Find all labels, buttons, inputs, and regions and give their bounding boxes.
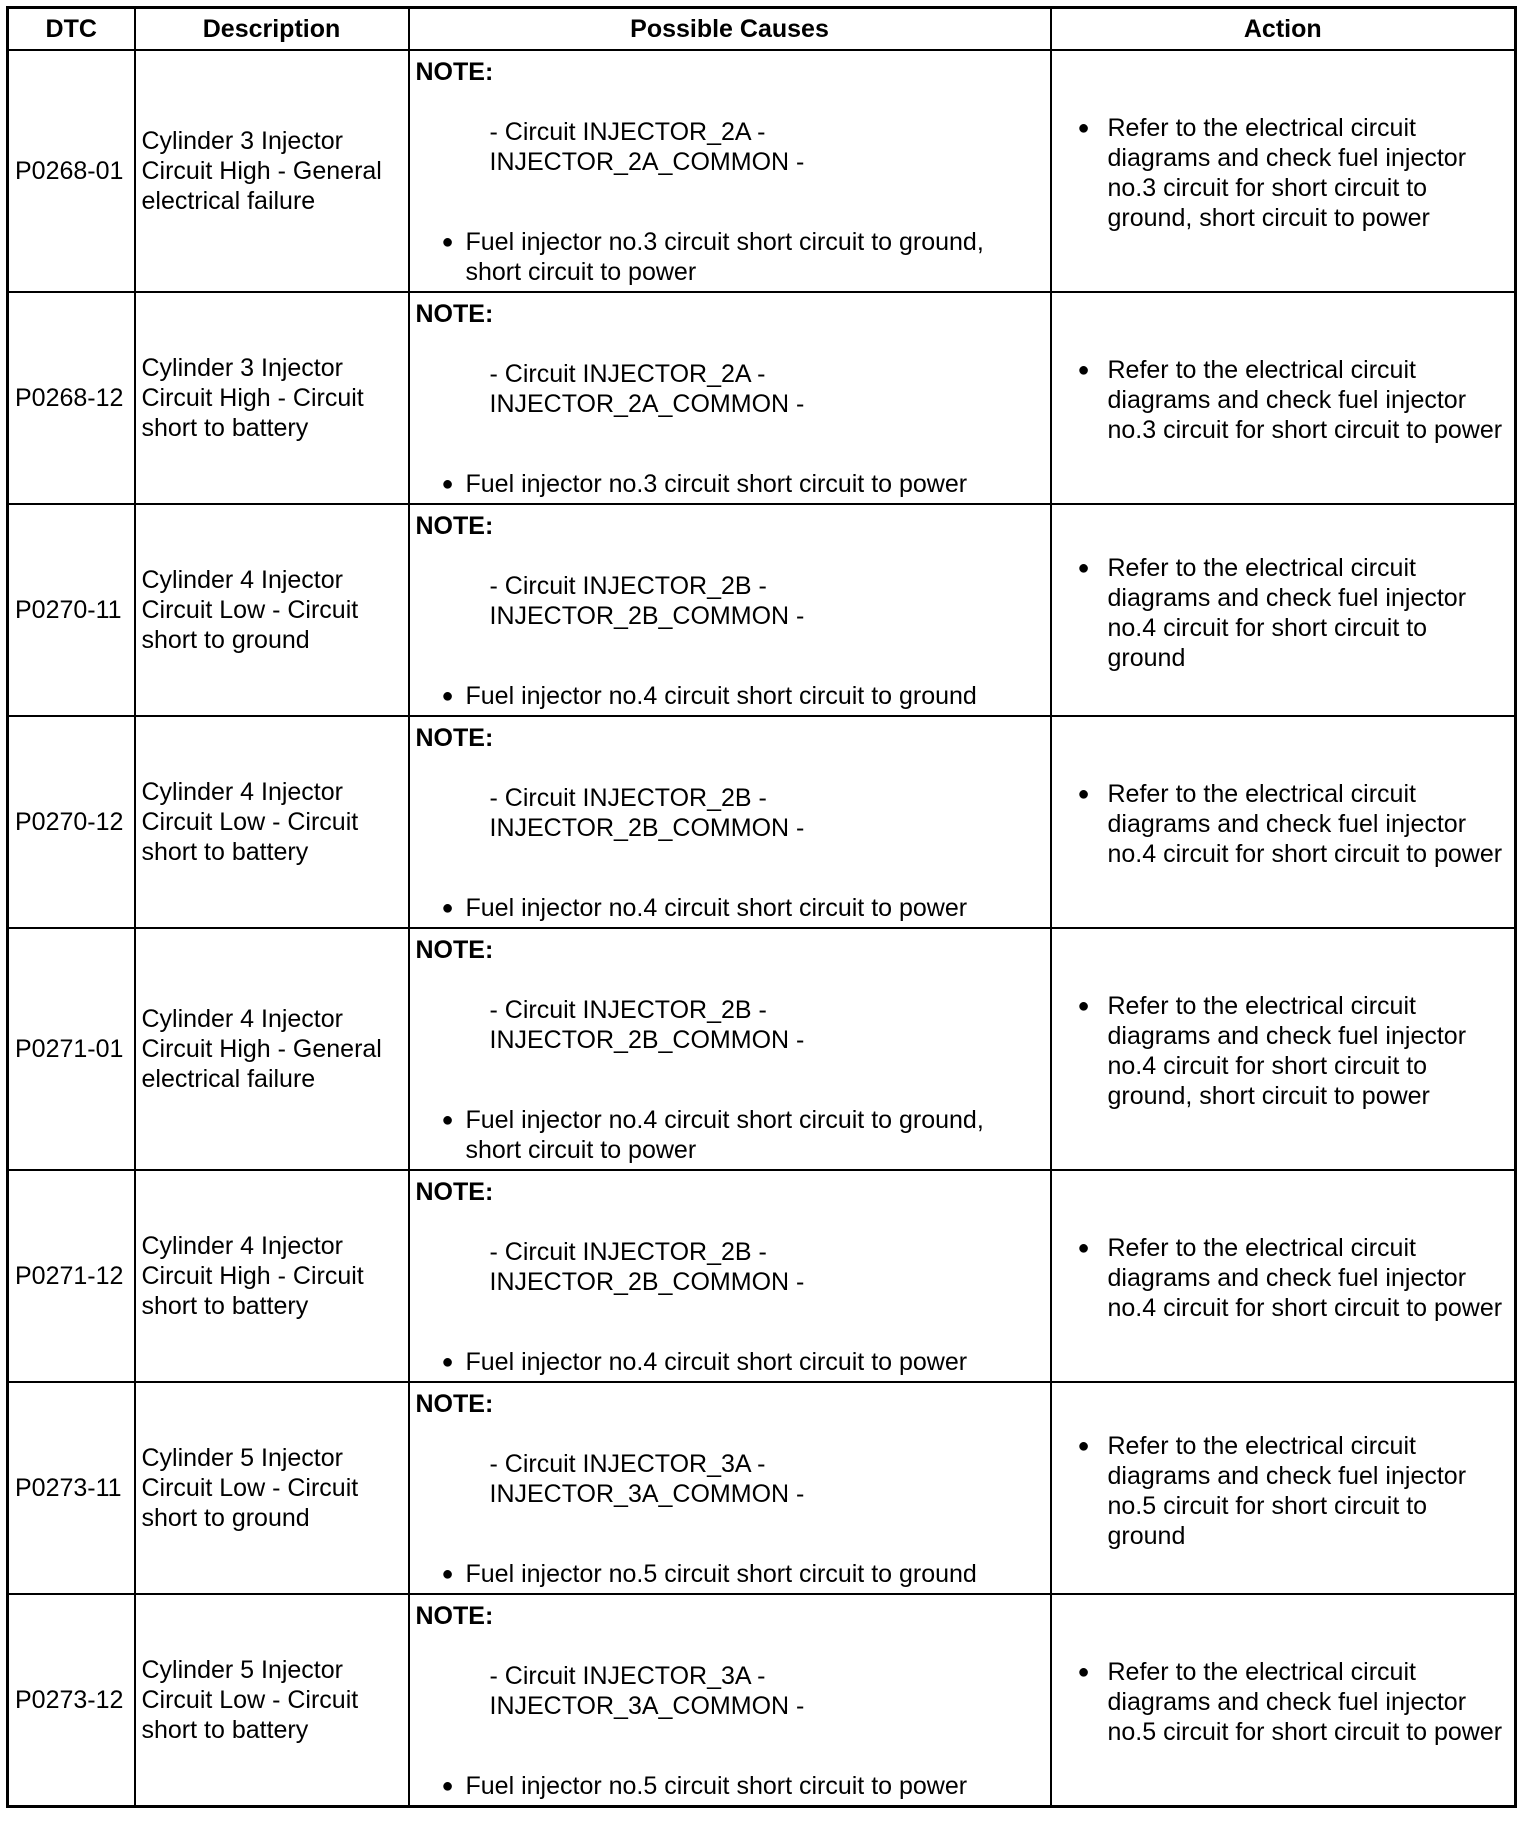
dtc-description: Cylinder 4 Injector Circuit High - General electrical failure [135, 928, 409, 1170]
circuit-line-1: - Circuit INJECTOR_2A - [489, 360, 766, 388]
circuit-line-2: INJECTOR_2B_COMMON - [489, 602, 805, 630]
note-label: NOTE: [415, 724, 494, 752]
cause-list-item [434, 681, 1042, 711]
circuit-line-2: INJECTOR_2B_COMMON - [489, 1026, 805, 1054]
dtc-description: Cylinder 4 Injector Circuit Low - Circuit short to battery [135, 716, 409, 928]
note-label: NOTE: [415, 300, 494, 328]
action-list-item [1052, 1233, 1515, 1323]
circuit-line-1: - Circuit INJECTOR_2B - [489, 572, 767, 600]
table-row [8, 1594, 1516, 1806]
action-text: Refer to the electrical circuit diagrams and check fuel injector no.5 circuit for short circuit to power [1107, 1658, 1503, 1746]
bullet-icon: ● [1077, 1435, 1090, 1457]
circuit-line-1: - Circuit INJECTOR_2B - [489, 1238, 767, 1266]
cause-text: Fuel injector no.4 circuit short circuit to ground, short circuit to power [465, 1106, 984, 1164]
circuit-line-2: INJECTOR_2B_COMMON - [489, 814, 805, 842]
bullet-icon: ● [441, 897, 454, 919]
possible-causes-cell [409, 1170, 1051, 1382]
action-cell [1051, 504, 1516, 716]
action-text: Refer to the electrical circuit diagrams and check fuel injector no.4 circuit for short circuit to ground [1107, 554, 1467, 672]
bullet-icon: ● [1077, 1661, 1090, 1683]
possible-causes-cell [409, 716, 1051, 928]
possible-causes-cell [409, 504, 1051, 716]
bullet-icon: ● [441, 1109, 454, 1131]
dtc-description: Cylinder 3 Injector Circuit High - Circuit short to battery [135, 292, 409, 504]
circuit-info [410, 1661, 1050, 1721]
dtc-code: P0270-12 [8, 716, 135, 928]
circuit-line-1: - Circuit INJECTOR_3A - [489, 1450, 766, 1478]
table-row [8, 716, 1516, 928]
action-cell [1051, 50, 1516, 292]
circuit-line-2: INJECTOR_3A_COMMON - [489, 1480, 805, 1508]
table-body [8, 50, 1516, 1806]
bullet-icon: ● [1077, 557, 1090, 579]
table-row [8, 1170, 1516, 1382]
action-cell [1051, 1594, 1516, 1806]
circuit-info [410, 1449, 1050, 1509]
action-list-item [1052, 1431, 1515, 1551]
cause-list-item [434, 1105, 1042, 1165]
note-label: NOTE: [415, 1602, 494, 1630]
dtc-table [6, 6, 1517, 1808]
dtc-description: Cylinder 5 Injector Circuit Low - Circuit short to battery [135, 1594, 409, 1806]
dtc-code: P0268-01 [8, 50, 135, 292]
dtc-code: P0273-11 [8, 1382, 135, 1594]
circuit-info [410, 995, 1050, 1055]
circuit-line-1: - Circuit INJECTOR_3A - [489, 1662, 766, 1690]
bullet-icon: ● [441, 1563, 454, 1585]
dtc-code: P0268-12 [8, 292, 135, 504]
note-label: NOTE: [415, 1390, 494, 1418]
table-row [8, 928, 1516, 1170]
header-action: Action [1051, 8, 1516, 51]
bullet-icon: ● [1077, 783, 1090, 805]
bullet-icon: ● [441, 473, 454, 495]
circuit-line-1: - Circuit INJECTOR_2B - [489, 784, 767, 812]
table-row [8, 1382, 1516, 1594]
cause-text: Fuel injector no.5 circuit short circuit to ground [465, 1560, 977, 1588]
possible-causes-cell [409, 50, 1051, 292]
cause-text: Fuel injector no.3 circuit short circuit to ground, short circuit to power [465, 228, 984, 286]
action-list-item [1052, 553, 1515, 673]
dtc-code: P0273-12 [8, 1594, 135, 1806]
table-header [8, 8, 1516, 51]
action-list-item [1052, 991, 1515, 1111]
header-possible-causes: Possible Causes [409, 8, 1051, 51]
action-cell [1051, 292, 1516, 504]
action-text: Refer to the electrical circuit diagrams and check fuel injector no.5 circuit for short circuit to ground [1107, 1432, 1467, 1550]
circuit-info [410, 359, 1050, 419]
cause-text: Fuel injector no.4 circuit short circuit to power [465, 1348, 968, 1376]
possible-causes-cell [409, 292, 1051, 504]
dtc-description: Cylinder 4 Injector Circuit High - Circuit short to battery [135, 1170, 409, 1382]
circuit-line-2: INJECTOR_2A_COMMON - [489, 390, 805, 418]
circuit-line-1: - Circuit INJECTOR_2A - [489, 118, 766, 146]
action-cell [1051, 1170, 1516, 1382]
dtc-code: P0271-01 [8, 928, 135, 1170]
dtc-description: Cylinder 5 Injector Circuit Low - Circuit short to ground [135, 1382, 409, 1594]
circuit-line-1: - Circuit INJECTOR_2B - [489, 996, 767, 1024]
cause-list-item [434, 1559, 1042, 1589]
possible-causes-cell [409, 1382, 1051, 1594]
action-text: Refer to the electrical circuit diagrams and check fuel injector no.4 circuit for short circuit to ground, short circuit to power [1107, 992, 1467, 1110]
action-cell [1051, 716, 1516, 928]
circuit-info [410, 117, 1050, 177]
cause-list-item [434, 893, 1042, 923]
action-text: Refer to the electrical circuit diagrams and check fuel injector no.4 circuit for short circuit to power [1107, 780, 1503, 868]
note-label: NOTE: [415, 936, 494, 964]
bullet-icon: ● [1077, 117, 1090, 139]
circuit-line-2: INJECTOR_3A_COMMON - [489, 1692, 805, 1720]
cause-list-item [434, 1347, 1042, 1377]
bullet-icon: ● [441, 1774, 454, 1797]
circuit-info [410, 783, 1050, 843]
cause-list-item [434, 469, 1042, 499]
dtc-code: P0271-12 [8, 1170, 135, 1382]
header-dtc: DTC [8, 8, 135, 51]
action-text: Refer to the electrical circuit diagrams and check fuel injector no.4 circuit for short circuit to power [1107, 1234, 1503, 1322]
header-description: Description [135, 8, 409, 51]
action-text: Refer to the electrical circuit diagrams and check fuel injector no.3 circuit for short circuit to power [1107, 356, 1503, 444]
bullet-icon: ● [441, 231, 454, 253]
cause-text: Fuel injector no.3 circuit short circuit to power [465, 470, 968, 498]
bullet-icon: ● [441, 685, 454, 707]
action-cell [1051, 928, 1516, 1170]
circuit-line-2: INJECTOR_2B_COMMON - [489, 1268, 805, 1296]
bullet-icon: ● [1077, 1237, 1090, 1259]
dtc-description: Cylinder 4 Injector Circuit Low - Circuit short to ground [135, 504, 409, 716]
table-row [8, 50, 1516, 292]
table-row [8, 292, 1516, 504]
cause-list-item [434, 1771, 1042, 1801]
note-label: NOTE: [415, 512, 494, 540]
circuit-line-2: INJECTOR_2A_COMMON - [489, 148, 805, 176]
note-label: NOTE: [415, 58, 494, 86]
possible-causes-cell [409, 1594, 1051, 1806]
action-list-item [1052, 355, 1515, 445]
circuit-info [410, 1237, 1050, 1297]
action-list-item [1052, 779, 1515, 869]
action-cell [1051, 1382, 1516, 1594]
bullet-icon: ● [441, 1351, 454, 1373]
dtc-description: Cylinder 3 Injector Circuit High - General electrical failure [135, 50, 409, 292]
action-list-item [1052, 1657, 1515, 1747]
note-label: NOTE: [415, 1178, 494, 1206]
cause-list-item [434, 227, 1042, 287]
possible-causes-cell [409, 928, 1051, 1170]
table-row [8, 504, 1516, 716]
cause-text: Fuel injector no.4 circuit short circuit to ground [465, 682, 977, 710]
cause-text: Fuel injector no.4 circuit short circuit to power [465, 894, 968, 922]
dtc-code: P0270-11 [8, 504, 135, 716]
bullet-icon: ● [1077, 359, 1090, 381]
bullet-icon: ● [1077, 995, 1090, 1017]
cause-text: Fuel injector no.5 circuit short circuit to power [465, 1771, 968, 1800]
circuit-info [410, 571, 1050, 631]
action-list-item [1052, 113, 1515, 233]
action-text: Refer to the electrical circuit diagrams and check fuel injector no.3 circuit for short circuit to ground, short circuit to power [1107, 114, 1467, 232]
